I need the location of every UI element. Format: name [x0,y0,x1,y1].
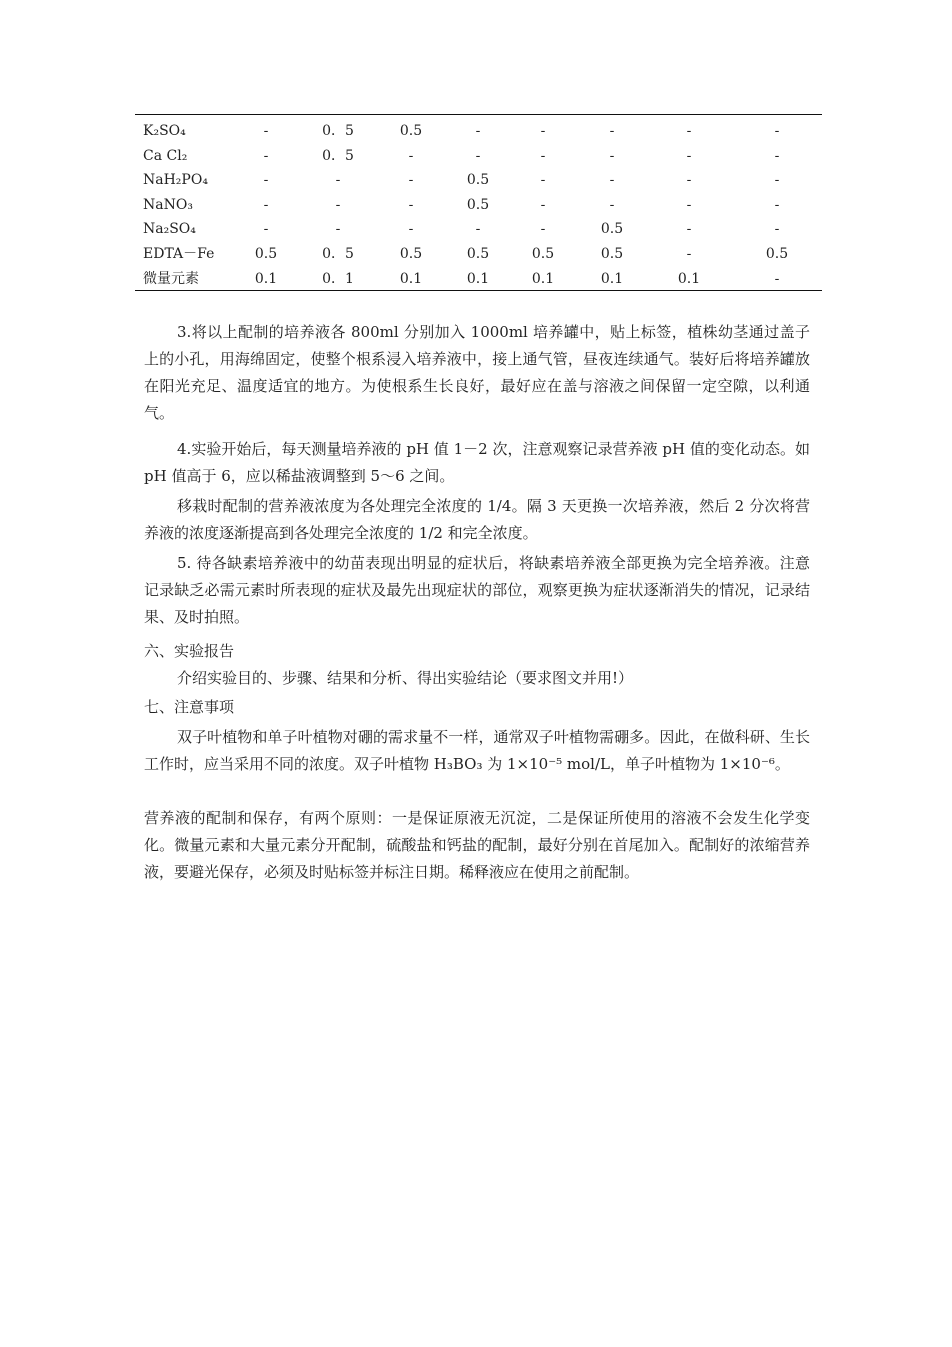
paragraph-step-5: 5. 待各缺素培养液中的幼苗表现出明显的症状后，将缺素培养液全部更换为完全培养液。注意记录缺乏必需元素时所表现的症状及最先出现症状的部位，观察更换为症状逐渐消失的情况，记录结果、及时拍照。 [144,554,810,626]
table-cell: - [475,123,481,139]
paragraph-transplant: 移栽时配制的营养液浓度为各处理完全浓度的 1/4。隔 3 天更换一次培养液，然后 2 分次将营养液的浓度逐渐提高到各处理完全浓度的 1/2 和完全浓度。 [144,497,810,542]
table-cell: - [263,147,269,164]
table-row [135,144,822,168]
row-label: K₂SO₄ [143,123,186,139]
paragraph-step-3: 3.将以上配制的培养液各 800ml 分别加入 1000ml 培养罐中，贴上标签，植株幼茎通过盖子上的小孔，用海绵固定，使整个根系浸入培养液中，接上通气管，昼夜连续通气。装好后将培养罐放在阳光充足、温度适宜的地方。为使根系生长良好，最好应在盖与溶液之间保留一定空隙，以利通气。 [144,323,810,422]
table-cell: - [475,147,481,164]
table-cell: 0.1 [399,270,423,287]
table-row [135,267,822,291]
table-cell: - [774,221,780,238]
table-cell: 0.1 [677,270,701,287]
table-cell: - [686,246,692,262]
table-cell: - [335,221,341,238]
table-cell: - [686,196,692,213]
table-cell: 0.5 [399,246,423,262]
table-row [135,168,822,192]
table-cell: - [408,221,414,238]
table-cell: 0.5 [600,246,624,262]
table-row [135,193,822,217]
paragraph-boron: 双子叶植物和单子叶植物对硼的需求量不一样，通常双子叶植物需硼多。因此，在做科研、生长工作时，应当采用不同的浓度。双子叶植物 H₃BO₃ 为 1×10⁻⁵ mol/L，单子叶植物为 1×10⁻⁶。 [144,728,810,773]
table-cell: 0.5 [531,246,555,262]
table-cell: 0.5 [600,221,624,238]
table-cell: - [540,147,546,164]
row-label: 微量元素 [143,270,199,287]
row-label: NaNO₃ [143,196,193,213]
table-cell: 0.1 [531,270,555,287]
paragraph-report: 介绍实验目的、步骤、结果和分析、得出实验结论（要求图文并用!） [177,669,634,687]
table-cell: - [540,196,546,213]
paragraph-step-4: 4.实验开始后，每天测量培养液的 pH 值 1－2 次，注意观察记录营养液 pH 值的变化动态。如 pH 值高于 6，应以稀盐液调整到 5～6 之间。 [144,440,810,485]
table-cell: - [774,196,780,213]
table-cell: - [540,221,546,238]
table-cell: 0.5 [466,196,490,213]
table-cell: 0.5 [399,123,423,139]
table-cell: - [263,196,269,213]
table-cell: - [774,147,780,164]
table-cell: 0.5 [466,246,490,262]
table-cell: - [609,196,615,213]
table-cell: 0．5 [322,246,354,262]
row-label: Na₂SO₄ [143,221,196,238]
table-cell: 0.5 [466,172,490,189]
heading-report: 六、实验报告 [144,642,235,660]
table-cell: 0.5 [765,246,789,262]
row-label: Ca Cl₂ [143,147,188,164]
table-row [135,217,822,241]
table-cell: - [408,172,414,189]
table-top-rule [135,114,822,115]
table-cell: - [408,196,414,213]
table-cell: 0.1 [600,270,624,287]
table-cell: - [686,123,692,139]
paragraph-storage: 营养液的配制和保存，有两个原则：一是保证原液无沉淀，二是保证所使用的溶液不会发生化学变化。微量元素和大量元素分开配制，硫酸盐和钙盐的配制，最好分别在首尾加入。配制好的浓缩营养液，要避光保存，必须及时贴标签并标注日期。稀释液应在使用之前配制。 [144,809,810,881]
table-bottom-rule [135,290,822,291]
table-cell: - [263,221,269,238]
table-cell: 0.1 [466,270,490,287]
table-cell: - [774,172,780,189]
table-cell: - [540,172,546,189]
table-cell: - [686,221,692,238]
table-cell: - [335,196,341,213]
table-cell: 0．5 [322,123,354,139]
row-label: NaH₂PO₄ [143,172,208,189]
table-cell: - [335,172,341,189]
table-row [135,119,822,143]
row-label: EDTA－Fe [143,246,215,262]
table-cell: - [686,172,692,189]
table-cell: - [774,270,780,287]
table-cell: - [609,172,615,189]
table-cell: - [263,123,269,139]
table-cell: - [686,147,692,164]
table-cell: - [263,172,269,189]
table-cell: 0.5 [254,246,278,262]
table-cell: 0．5 [322,147,354,164]
table-cell: - [609,123,615,139]
table-cell: - [408,147,414,164]
table-cell: 0．1 [322,270,354,287]
table-cell: - [609,147,615,164]
heading-precautions: 七、注意事项 [144,698,235,716]
table-cell: - [774,123,780,139]
table-cell: - [540,123,546,139]
table-cell: 0.1 [254,270,278,287]
table-row [135,242,822,266]
table-cell: - [475,221,481,238]
